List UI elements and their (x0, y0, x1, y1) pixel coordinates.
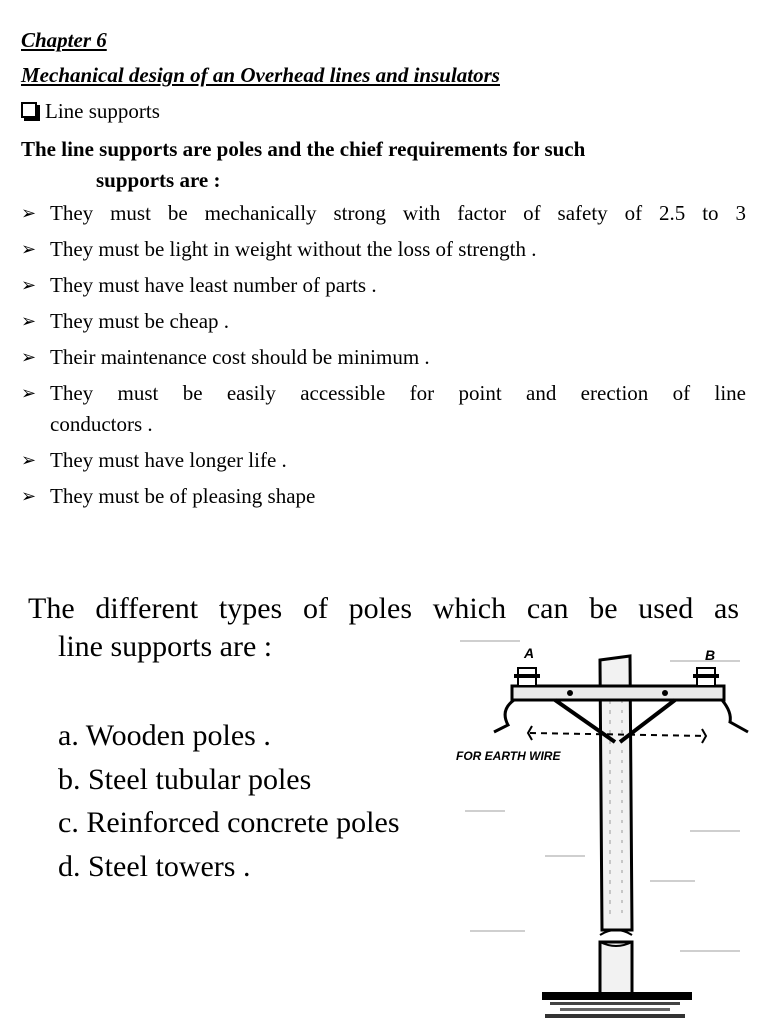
label-b: B (705, 647, 716, 663)
arrow-bullet-icon: ➢ (21, 239, 37, 259)
section-line-supports (21, 99, 160, 124)
arrow-bullet-icon: ➢ (21, 203, 37, 223)
list-item-text: They must have longer life . (50, 448, 287, 472)
list-item: c. Reinforced concrete poles (58, 806, 400, 839)
requirements-list (21, 198, 746, 517)
arrow-bullet-icon: ➢ (21, 486, 37, 506)
list-item (21, 342, 746, 373)
arrow-bullet-icon: ➢ (21, 311, 37, 331)
list-item (21, 234, 746, 265)
types-intro-line-1: The different types of poles which can be used as (28, 592, 739, 625)
earth-wire-label: FOR EARTH WIRE (456, 749, 561, 763)
list-item (21, 378, 746, 440)
checkbox-bullet-icon (21, 102, 37, 118)
section-title: Line supports (45, 99, 160, 123)
list-item-text: They must be mechanically strong with factor of safety of 2.5 to 3 (50, 201, 746, 225)
intro-line-2: supports are : (96, 168, 221, 192)
list-item: b. Steel tubular poles (58, 762, 312, 796)
list-item-text-continued: conductors . (50, 412, 153, 436)
list-item-text: They must have least number of parts . (50, 273, 377, 297)
chapter-heading: Chapter 6 (21, 28, 107, 52)
arrow-bullet-icon: ➢ (21, 275, 37, 295)
types-intro-line-2: line supports are : (58, 630, 273, 663)
chapter-subtitle: Mechanical design of an Overhead lines and insulators (21, 63, 500, 87)
list-item-text: They must be easily accessible for point and erection of line (50, 381, 746, 405)
insulator-a (514, 668, 540, 686)
ground (542, 992, 692, 1018)
list-item-text: They must be light in weight without the loss of strength . (50, 237, 537, 261)
list-item-text: Their maintenance cost should be minimum . (50, 345, 430, 369)
intro-line-1: The line supports are poles and the chief requirements for such (21, 137, 586, 161)
arrow-bullet-icon: ➢ (21, 347, 37, 367)
arrow-bullet-icon: ➢ (21, 383, 37, 403)
arrow-bullet-icon: ➢ (21, 450, 37, 470)
list-item-text: They must be of pleasing shape (50, 484, 316, 508)
list-item-text: They must be cheap . (50, 309, 230, 333)
intro-paragraph (21, 134, 746, 196)
list-item: d. Steel towers . (58, 849, 251, 883)
list-item (21, 306, 746, 337)
pole-diagram (450, 630, 768, 1024)
list-item (21, 445, 746, 476)
pole-types-list (58, 714, 400, 888)
pole (600, 656, 632, 995)
list-item (21, 270, 746, 301)
list-item (21, 198, 746, 229)
list-item: a. Wooden poles . (58, 719, 271, 752)
insulator-b (693, 668, 719, 686)
label-a: A (524, 645, 535, 661)
list-item (21, 481, 746, 512)
list-item-text-wrapped (50, 378, 746, 440)
